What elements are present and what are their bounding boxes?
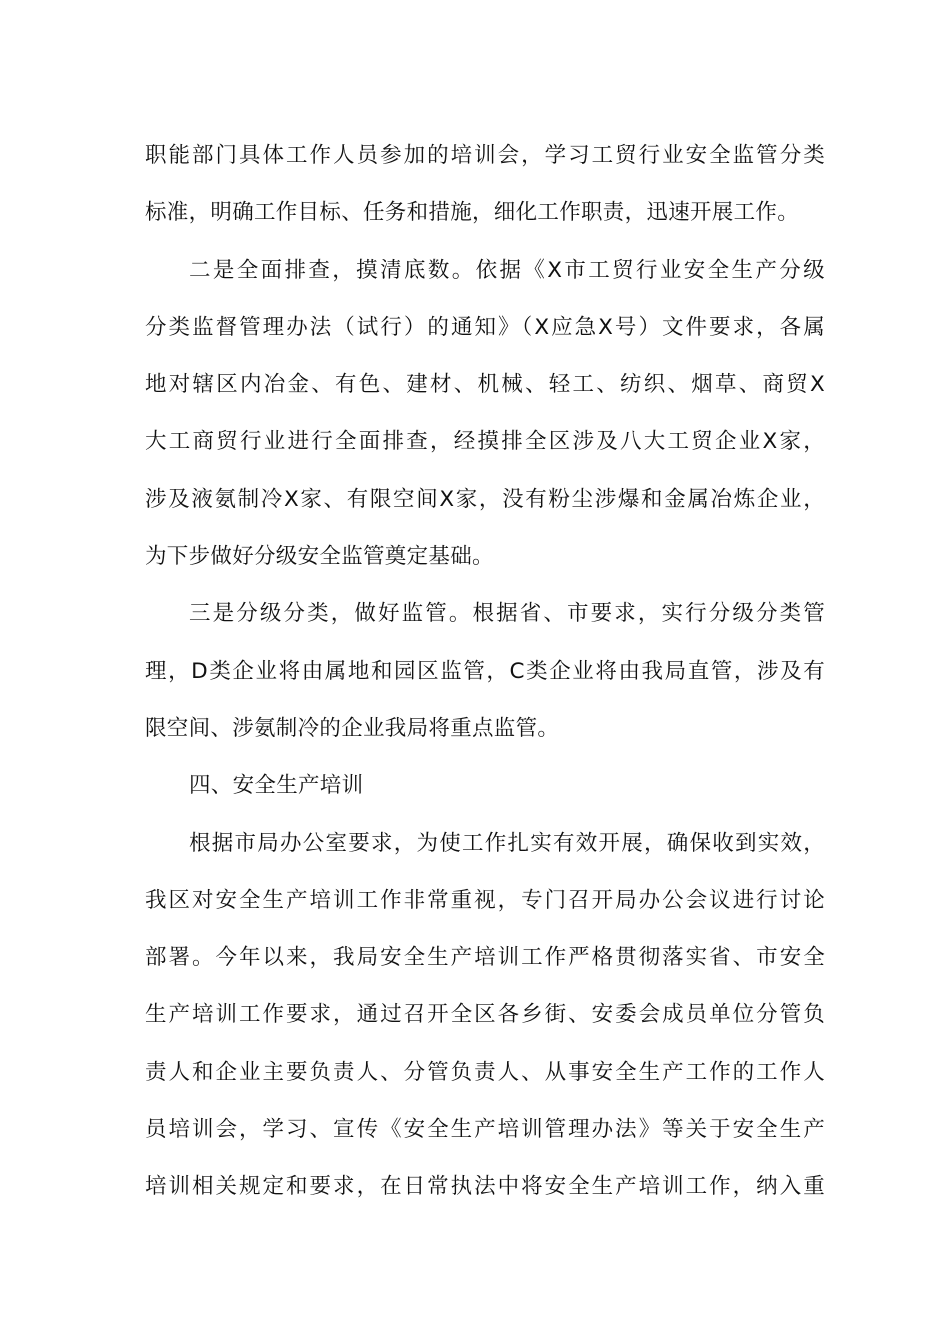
text-line: 我区对安全生产培训工作非常重视，专门召开局办公会议进行讨论	[145, 887, 825, 913]
text-line: 地对辖区内冶金、有色、建材、机械、轻工、纺织、烟草、商贸X	[145, 372, 825, 398]
text-line: 标准，明确工作目标、任务和措施，细化工作职责，迅速开展工作。	[145, 200, 800, 226]
text-line: 培训相关规定和要求，在日常执法中将安全生产培训工作，纳入重	[145, 1174, 825, 1200]
text-line: 部署。今年以来，我局安全生产培训工作严格贯彻落实省、市安全	[145, 945, 825, 971]
text-line: 二是全面排查，摸清底数。依据《X市工贸行业安全生产分级	[189, 257, 825, 283]
text-line: 职能部门具体工作人员参加的培训会，学习工贸行业安全监管分类	[145, 143, 825, 168]
text-line: 理，D类企业将由属地和园区监管，C类企业将由我局直管，涉及有	[145, 658, 825, 684]
document-body	[145, 127, 825, 1216]
text-line: 为下步做好分级安全监管奠定基础。	[145, 544, 494, 570]
text-line: 涉及液氨制冷X家、有限空间X家，没有粉尘涉爆和金属冶炼企业，	[145, 486, 825, 512]
text-line: 生产培训工作要求，通过召开全区各乡街、安委会成员单位分管负	[145, 1002, 825, 1028]
text-line: 分类监督管理办法（试行）的通知》（X应急X号）文件要求，各属	[145, 314, 825, 340]
text-line: 大工商贸行业进行全面排查，经摸排全区涉及八大工贸企业X家，	[145, 429, 825, 455]
text-line: 限空间、涉氨制冷的企业我局将重点监管。	[145, 715, 560, 741]
text-line: 员培训会，学习、宣传《安全生产培训管理办法》等关于安全生产	[145, 1117, 825, 1143]
text-line: 根据市局办公室要求，为使工作扎实有效开展，确保收到实效，	[189, 830, 825, 856]
section-heading: 四、安全生产培训	[189, 773, 364, 799]
text-line: 三是分级分类，做好监管。根据省、市要求，实行分级分类管	[189, 601, 825, 627]
text-line: 责人和企业主要负责人、分管负责人、从事安全生产工作的工作人	[145, 1059, 825, 1085]
